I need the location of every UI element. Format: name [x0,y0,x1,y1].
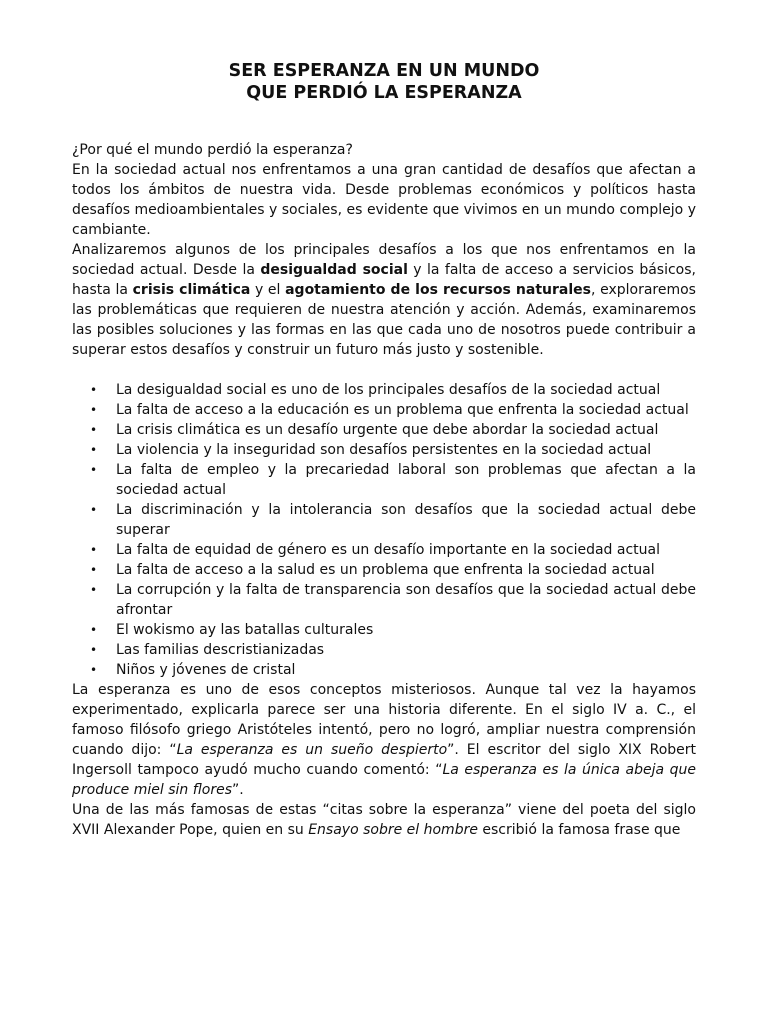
paragraph-text: y el [250,282,286,298]
quote-aristoteles: La esperanza es un sueño despierto [176,742,448,758]
book-title-ensayo: Ensayo sobre el hombre [308,822,478,838]
bullet-dot-icon: • [90,583,98,597]
quote-ingersoll: La esperanza es la única abeja que produce miel sin flores [72,762,696,798]
bold-term-desigualdad: desigualdad social [260,262,408,278]
question-heading: ¿Por qué el mundo perdió la esperanza? [72,142,353,158]
bullet-item [90,500,696,540]
bullet-item [90,460,696,500]
paragraph-text: ”. [232,782,244,798]
bullet-list [72,380,696,680]
bullet-dot-icon: • [90,423,98,437]
paragraph-text: y la falta de acceso a servicios básicos, hasta la [72,262,696,298]
bullet-dot-icon: • [90,463,98,477]
bullet-text: La falta de equidad de género es un desafío importante en la sociedad actual [116,542,660,558]
paragraph-pope [72,800,696,840]
document-title [72,60,696,104]
bullet-dot-icon: • [90,443,98,457]
bold-term-crisis: crisis climática [132,282,251,298]
bullet-text: La falta de acceso a la salud es un problema que enfrenta la sociedad actual [116,562,655,578]
bullet-text: La falta de empleo y la precariedad laboral son problemas que afectan a la sociedad actual [116,462,696,498]
bullet-item [90,620,696,640]
bullet-item [90,640,696,660]
bullet-item [90,440,696,460]
bullet-item [90,380,696,400]
bullet-item [90,580,696,620]
bullet-item [90,660,696,680]
title-line-1: SER ESPERANZA EN UN MUNDO [228,61,540,81]
title-line-2: QUE PERDIÓ LA ESPERANZA [246,83,522,103]
bullet-dot-icon: • [90,623,98,637]
bullet-dot-icon: • [90,563,98,577]
paragraph-intro: En la sociedad actual nos enfrentamos a una gran cantidad de desafíos que afectan a todos los ámbitos de nuestra vida. Desde problemas económicos y políticos hasta desafíos medioambientales y sociales, es evidente que vivimos en un mundo complejo y cambiante. [72,162,696,238]
paragraph-text: ”. El escritor del siglo XIX Robert Ingersoll tampoco ayudó mucho cuando comentó: “ [72,742,697,778]
paragraph-text: escribió la famosa frase que [477,822,681,838]
paragraph-challenges [72,240,696,360]
bullet-item [90,420,696,440]
bullet-dot-icon: • [90,503,98,517]
bullet-text: La corrupción y la falta de transparencia son desafíos que la sociedad actual debe afrontar [116,582,696,618]
bullet-text: La desigualdad social es uno de los principales desafíos de la sociedad actual [116,382,661,398]
bullet-text: La discriminación y la intolerancia son desafíos que la sociedad actual debe superar [116,502,696,538]
bullet-text: La crisis climática es un desafío urgente que debe abordar la sociedad actual [116,422,659,438]
bullet-text: La falta de acceso a la educación es un problema que enfrenta la sociedad actual [116,402,689,418]
bullet-text: La violencia y la inseguridad son desafíos persistentes en la sociedad actual [116,442,652,458]
bullet-dot-icon: • [90,403,98,417]
paragraph-text: Una de las más famosas de estas “citas sobre la esperanza” viene del poeta del siglo XVII Alexander Pope, quien en su [72,802,696,838]
paragraph-text: , exploraremos las problemáticas que requieren de nuestra atención y acción. Además, examinaremos las posibles soluciones y las formas en las que cada uno de nosotros puede contribuir a superar estos desafíos y construir un futuro más justo y sostenible. [72,282,696,358]
bullet-text: Niños y jóvenes de cristal [116,662,296,678]
bullet-dot-icon: • [90,543,98,557]
bold-term-agotamiento: agotamiento de los recursos naturales [285,282,591,298]
bullet-dot-icon: • [90,643,98,657]
bullet-item [90,560,696,580]
bullet-text: El wokismo ay las batallas culturales [116,622,374,638]
bullet-item [90,400,696,420]
paragraph-text: La esperanza es uno de esos conceptos misteriosos. Aunque tal vez la hayamos experimentado, explicarla parece ser una historia diferente. En el siglo IV a. C., el famoso filósofo griego Aristóteles intentó, pero no logró, ampliar nuestra comprensión cuando dijo: “ [72,682,696,758]
bullet-dot-icon: • [90,663,98,677]
bullet-item [90,540,696,560]
paragraph-text: Analizaremos algunos de los principales desafíos a los que nos enfrentamos en la sociedad actual. Desde la [72,242,696,278]
bullet-dot-icon: • [90,383,98,397]
bullet-text: Las familias descristianizadas [116,642,325,658]
paragraph-hope [72,680,696,800]
